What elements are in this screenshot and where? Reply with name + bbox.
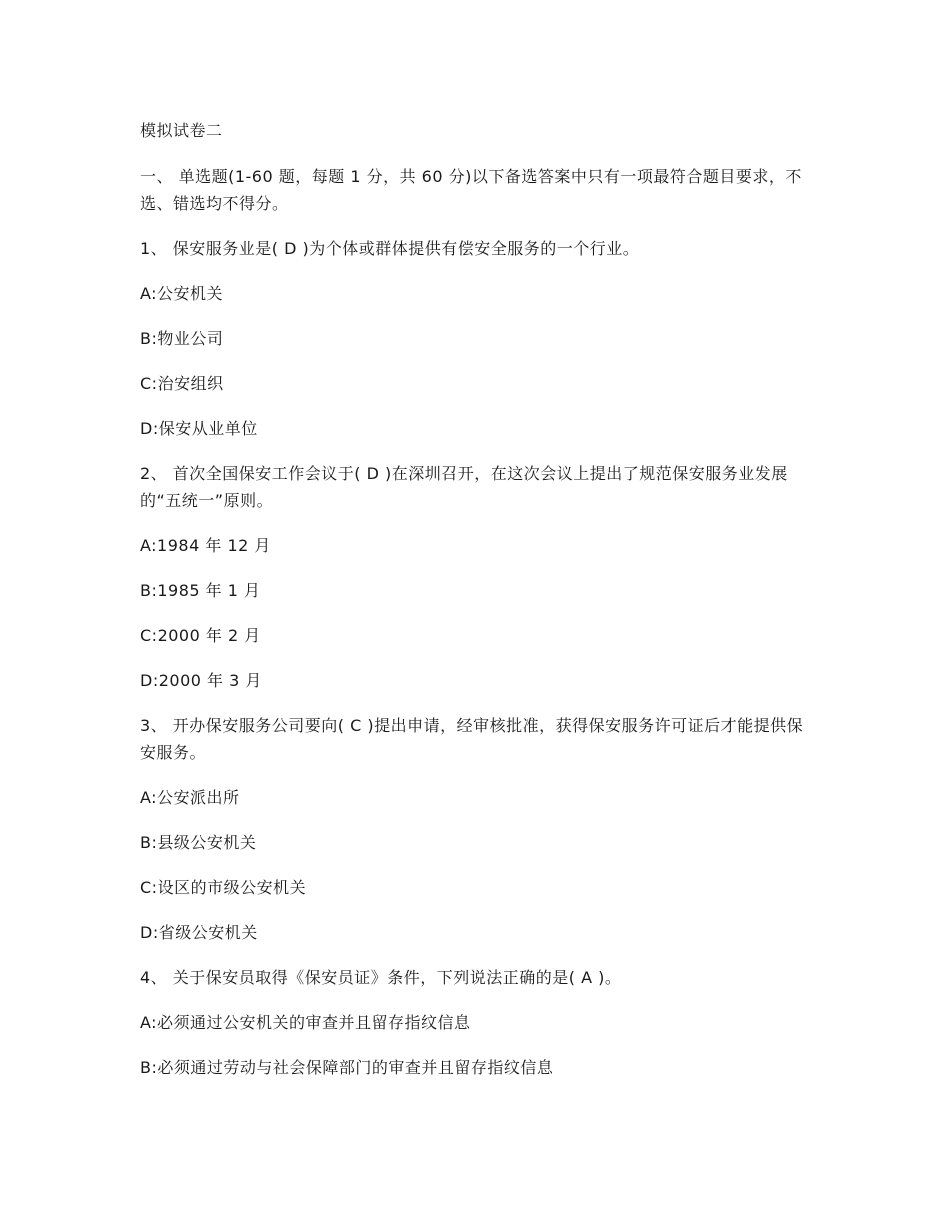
- question-1-option-d: D:保安从业单位: [140, 419, 258, 438]
- question-3-stem: 3、 开办保安服务公司要向( C )提出申请，经审核批准，获得保安服务许可证后才能提供保安服务。: [140, 716, 804, 762]
- question-1-stem: 1、 保安服务业是( D )为个体或群体提供有偿安全服务的一个行业。: [140, 239, 640, 258]
- question-3-option-b: B:县级公安机关: [140, 833, 257, 852]
- question-2-option-c: C:2000 年 2 月: [140, 626, 261, 645]
- question-1-option-b: B:物业公司: [140, 329, 224, 348]
- exam-title: 模拟试卷二: [140, 121, 223, 140]
- section-heading: 一、 单选题(1-60 题，每题 1 分，共 60 分)以下备选答案中只有一项最符合题目要求，不选、错选均不得分。: [140, 167, 802, 213]
- question-2-option-d: D:2000 年 3 月: [140, 671, 262, 690]
- question-2-option-b: B:1985 年 1 月: [140, 581, 261, 600]
- question-2-option-a: A:1984 年 12 月: [140, 536, 271, 555]
- question-1-option-c: C:治安组织: [140, 374, 224, 393]
- question-4-option-a: A:必须通过公安机关的审查并且留存指纹信息: [140, 1013, 471, 1032]
- question-3-option-c: C:设区的市级公安机关: [140, 878, 307, 897]
- question-1-option-a: A:公安机关: [140, 284, 224, 303]
- exam-document: [140, 117, 815, 1099]
- question-2-stem: 2、 首次全国保安工作会议于( D )在深圳召开，在这次会议上提出了规范保安服务业发展的“五统一”原则。: [140, 464, 788, 510]
- question-4-stem: 4、 关于保安员取得《保安员证》条件，下列说法正确的是( A )。: [140, 968, 622, 987]
- question-3-option-d: D:省级公安机关: [140, 923, 258, 942]
- question-3-option-a: A:公安派出所: [140, 788, 240, 807]
- question-4-option-b: B:必须通过劳动与社会保障部门的审查并且留存指纹信息: [140, 1058, 554, 1077]
